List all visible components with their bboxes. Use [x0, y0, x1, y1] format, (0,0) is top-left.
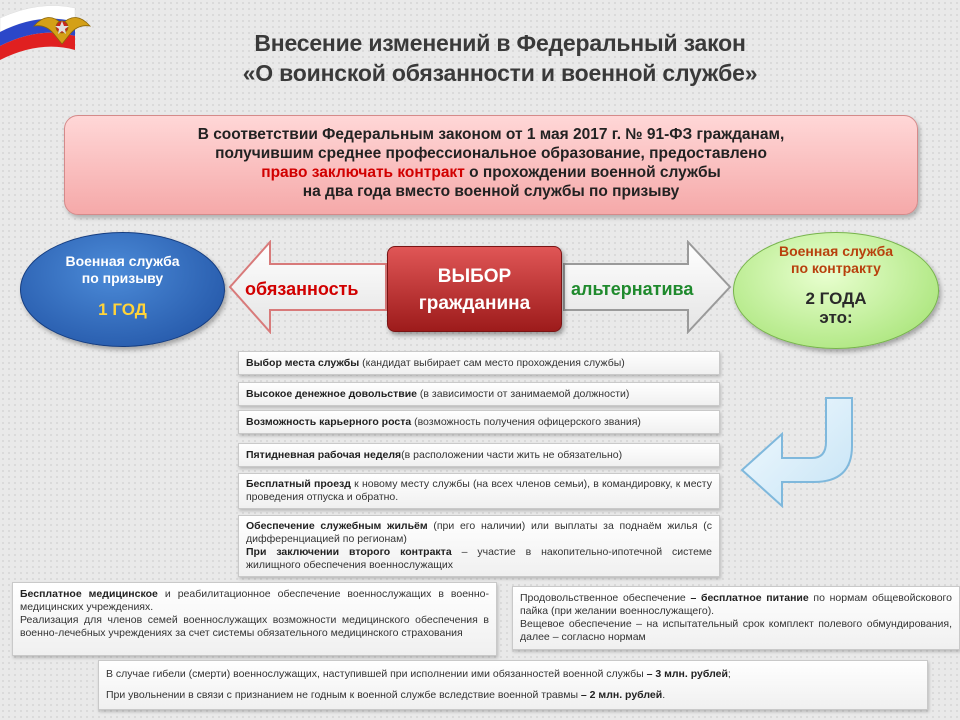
benefit-text: (кандидат выбирает сам место прохождения службы) [359, 357, 625, 369]
compensation-box [98, 660, 928, 710]
contract-label-line-1: Военная служба [778, 243, 894, 259]
contract-ellipse [733, 232, 939, 349]
benefit-item [238, 443, 720, 467]
conscription-label-line-2: по призыву [81, 270, 164, 286]
housing-text: (при его наличии) или выплаты за поднаём жилья (с дифференциацией по регионам) [246, 520, 713, 545]
benefit-text: (возможность получения офицерского звания) [411, 416, 641, 428]
conscription-label-line-1: Военная служба [65, 253, 180, 269]
conscription-duration: 1 ГОД [98, 300, 147, 319]
benefit-title: Бесплатный проезд [246, 478, 351, 490]
medical-title: Бесплатное медицинское [20, 588, 158, 600]
medical-box [12, 582, 497, 656]
contract-label-line-2: по контракту [791, 260, 881, 276]
benefit-item [238, 382, 720, 406]
curved-arrow-icon [738, 396, 858, 510]
benefit-text: (в зависимости от занимаемой должности) [417, 388, 630, 400]
duty-label: обязанность [245, 279, 359, 299]
choice-line-2: гражданина [418, 293, 531, 314]
housing-line-2 [246, 546, 712, 572]
benefit-item [238, 473, 720, 509]
medical-line-1 [20, 588, 489, 614]
alternative-label: альтернатива [571, 279, 694, 299]
choice-box [387, 246, 562, 332]
benefit-item [238, 351, 720, 375]
intro-line-3 [65, 163, 917, 182]
benefit-item [238, 410, 720, 434]
title-line-1: Внесение изменений в Федеральный закон [254, 30, 746, 56]
benefit-title: Возможность карьерного роста [246, 416, 412, 428]
intro-line-1: В соответствии Федеральным законом от 1 мая 2017 г. № 91-ФЗ гражданам, [197, 126, 785, 143]
housing-box [238, 515, 720, 577]
injury-end: . [662, 689, 666, 701]
food-title: – бесплатное питание [690, 592, 809, 604]
benefit-title: Выбор места службы [246, 357, 360, 369]
death-compensation [106, 667, 920, 682]
clothing-line: Вещевое обеспечение – на испытательный срок комплект полевого обмундирования, далее – согласно нормам [520, 618, 952, 643]
contract-this-is: это: [819, 308, 853, 327]
second-contract-title: При заключении второго контракта [246, 546, 452, 558]
death-end: ; [727, 668, 731, 680]
second-contract-text: – участие в накопительно-ипотечной системе жилищного обеспечения военнослужащих [246, 546, 712, 571]
title-line-2: «О воинской обязанности и военной службе» [242, 60, 758, 86]
intro-highlight: право заключать контракт [261, 164, 465, 181]
food-line [520, 592, 952, 618]
conscription-ellipse [20, 232, 225, 347]
injury-compensation [106, 688, 920, 703]
benefit-title: Пятидневная рабочая неделя [246, 449, 402, 461]
choice-line-1: ВЫБОР [437, 266, 512, 287]
food-text-a: Продовольственное обеспечение [520, 592, 691, 604]
benefit-text: к новому месту службы (на всех членов семьи), в командировку, к месту проведения отпуска и обратно. [246, 478, 712, 503]
death-amount: – 3 млн. рублей [646, 668, 728, 680]
death-text: В случае гибели (смерти) военнослужащих, наступившей при исполнении ими обязанностей военной службы [106, 668, 647, 680]
benefit-title: Высокое денежное довольствие [246, 388, 417, 400]
food-text-b: по нормам общевойскового пайка (при желании военнослужащего). [520, 592, 952, 617]
intro-line-3-rest: о прохождении военной службы [464, 164, 721, 181]
intro-line-2: получившим среднее профессиональное образование, предоставлено [215, 145, 767, 162]
supply-box [512, 586, 960, 650]
intro-box [64, 115, 918, 215]
housing-title: Обеспечение служебным жильём [246, 520, 428, 532]
injury-amount: – 2 млн. рублей [580, 689, 663, 701]
medical-text: и реабилитационное обеспечение военнослужащих в военно-медицинских учреждениях. [20, 588, 489, 613]
housing-line-1 [246, 520, 712, 546]
injury-text: При увольнении в связи с признанием не годным к военной службе вследствие военной травмы [106, 689, 581, 701]
page-title [150, 28, 850, 88]
medical-line-2: Реализация для членов семей военнослужащих возможности медицинского обеспечения в военно-лечебных учреждениях за счет системы обязательного медицинского страхования [20, 614, 489, 639]
contract-duration: 2 ГОДА [805, 289, 867, 308]
benefit-text: (в расположении части жить не обязательно) [401, 449, 623, 461]
flag-emblem-icon [0, 0, 120, 70]
intro-line-4: на два года вместо военной службы по призыву [302, 183, 680, 200]
